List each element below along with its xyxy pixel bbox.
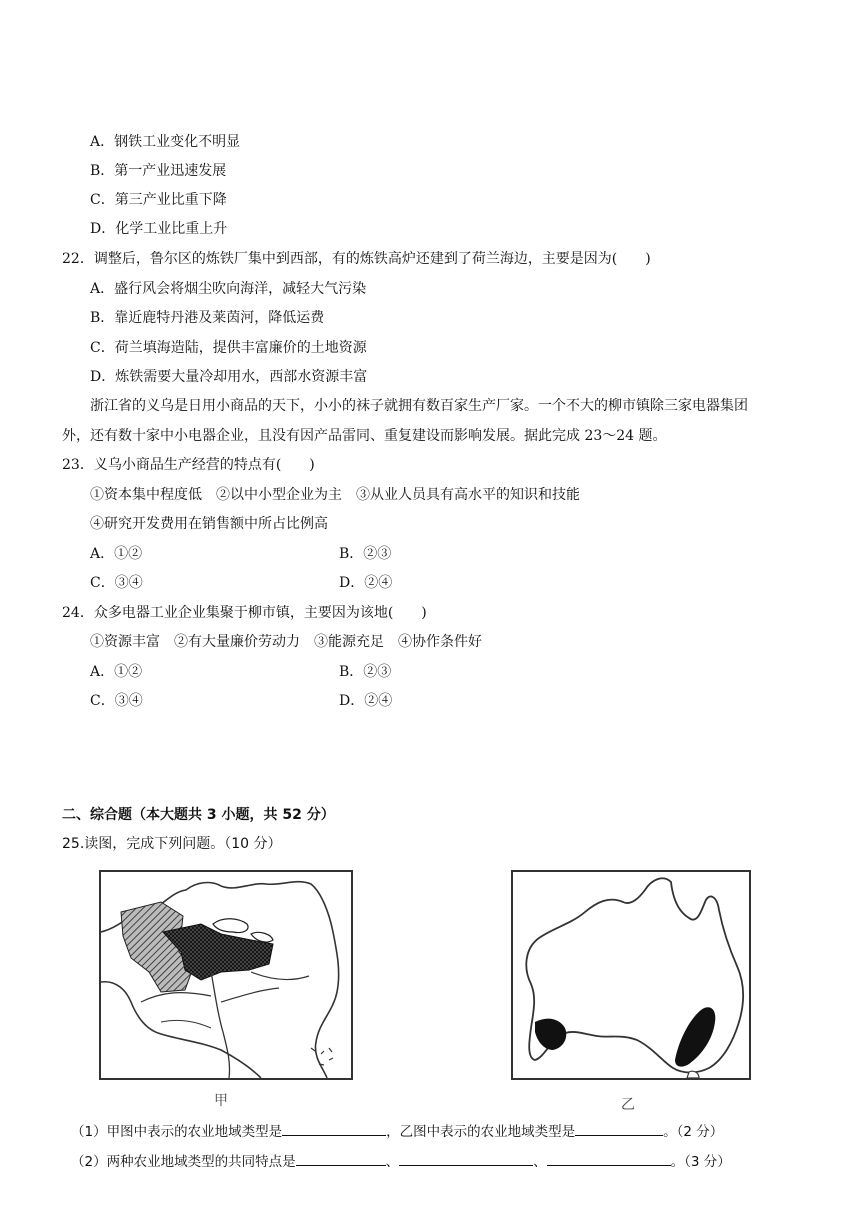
caption-yi: 乙 — [621, 1097, 635, 1113]
q22-option-c: C．荷兰填海造陆，提供丰富廉价的土地资源 — [90, 340, 367, 356]
q25-sub2-prefix: （2）两种农业地域类型的共同特点是 — [71, 1154, 296, 1170]
q23-option-a: A．①② — [90, 546, 143, 562]
passage-line-1: 浙江省的义乌是日用小商品的天下，小小的袜子就拥有数百家生产厂家。一个不大的柳市镇除三家电器集团 — [90, 398, 748, 414]
passage-line-2: 外，还有数十家中小电器企业，且没有因产品雷同、重复建设而影响发展。据此完成 23～24 题。 — [62, 428, 667, 444]
q22-option-d: D．炼铁需要大量冷却用水，西部水资源丰富 — [90, 369, 368, 385]
q23-items-1: ①资本集中程度低 ②以中小型企业为主 ③从业人员具有高水平的知识和技能 — [90, 487, 580, 503]
q25-stem: 25.读图，完成下列问题。（10 分） — [62, 836, 282, 852]
q21-option-b: B．第一产业迅速发展 — [90, 163, 227, 179]
caption-jia: 甲 — [214, 1093, 228, 1109]
q25-sub1-blank-2[interactable] — [575, 1121, 663, 1136]
q24-option-b: B．②③ — [339, 664, 392, 680]
q24-option-a: A．①② — [90, 664, 143, 680]
q21-option-d: D．化学工业比重上升 — [90, 221, 228, 237]
q24-option-d: D．②④ — [339, 693, 393, 709]
q23-items-2: ④研究开发费用在销售额中所占比例高 — [90, 516, 328, 532]
q21-option-a: A．钢铁工业变化不明显 — [90, 134, 241, 150]
q22-option-b: B．靠近鹿特丹港及莱茵河，降低运费 — [90, 310, 325, 326]
q25-sub2-blank-2[interactable] — [399, 1151, 533, 1166]
q25-sub1-suffix: 。（2 分） — [663, 1124, 724, 1140]
q23-stem: 23．义乌小商品生产经营的特点有( ) — [62, 457, 315, 473]
q24-option-c: C．③④ — [90, 693, 143, 709]
q21-option-c: C．第三产业比重下降 — [90, 192, 227, 208]
q23-option-b: B．②③ — [339, 546, 392, 562]
q25-sub2-blank-1[interactable] — [296, 1151, 386, 1166]
q25-sub2-blank-3[interactable] — [547, 1151, 671, 1166]
q22-option-a: A．盛行风会将烟尘吹向海洋，减轻大气污染 — [90, 281, 367, 297]
map-jia-north-america — [99, 870, 353, 1080]
q25-sub1-middle: ，乙图中表示的农业地域类型是 — [386, 1124, 576, 1140]
q25-sub2-sep-1: 、 — [385, 1154, 400, 1170]
q25-sub2 — [71, 1151, 731, 1171]
q22-stem: 22．调整后，鲁尔区的炼铁厂集中到西部，有的炼铁高炉还建到了荷兰海边，主要是因为( ) — [62, 251, 651, 267]
q24-stem: 24．众多电器工业企业集聚于柳市镇，主要因为该地( ) — [62, 605, 427, 621]
q25-sub1-blank-1[interactable] — [282, 1121, 386, 1136]
q23-option-d: D．②④ — [339, 575, 393, 591]
australia-map-graphic — [513, 872, 749, 1078]
q25-sub2-sep-2: 、 — [533, 1154, 547, 1170]
q25-sub2-suffix: 。（3 分） — [670, 1154, 731, 1170]
section-2-title: 二、综合题（本大题共 3 小题，共 52 分） — [62, 807, 335, 823]
q24-items: ①资源丰富 ②有大量廉价劳动力 ③能源充足 ④协作条件好 — [90, 634, 482, 650]
map-yi-australia — [511, 870, 751, 1080]
north-america-map-graphic — [101, 872, 351, 1078]
q25-sub1-prefix: （1）甲图中表示的农业地域类型是 — [71, 1124, 283, 1140]
q25-sub1 — [71, 1121, 723, 1141]
q23-option-c: C．③④ — [90, 575, 143, 591]
